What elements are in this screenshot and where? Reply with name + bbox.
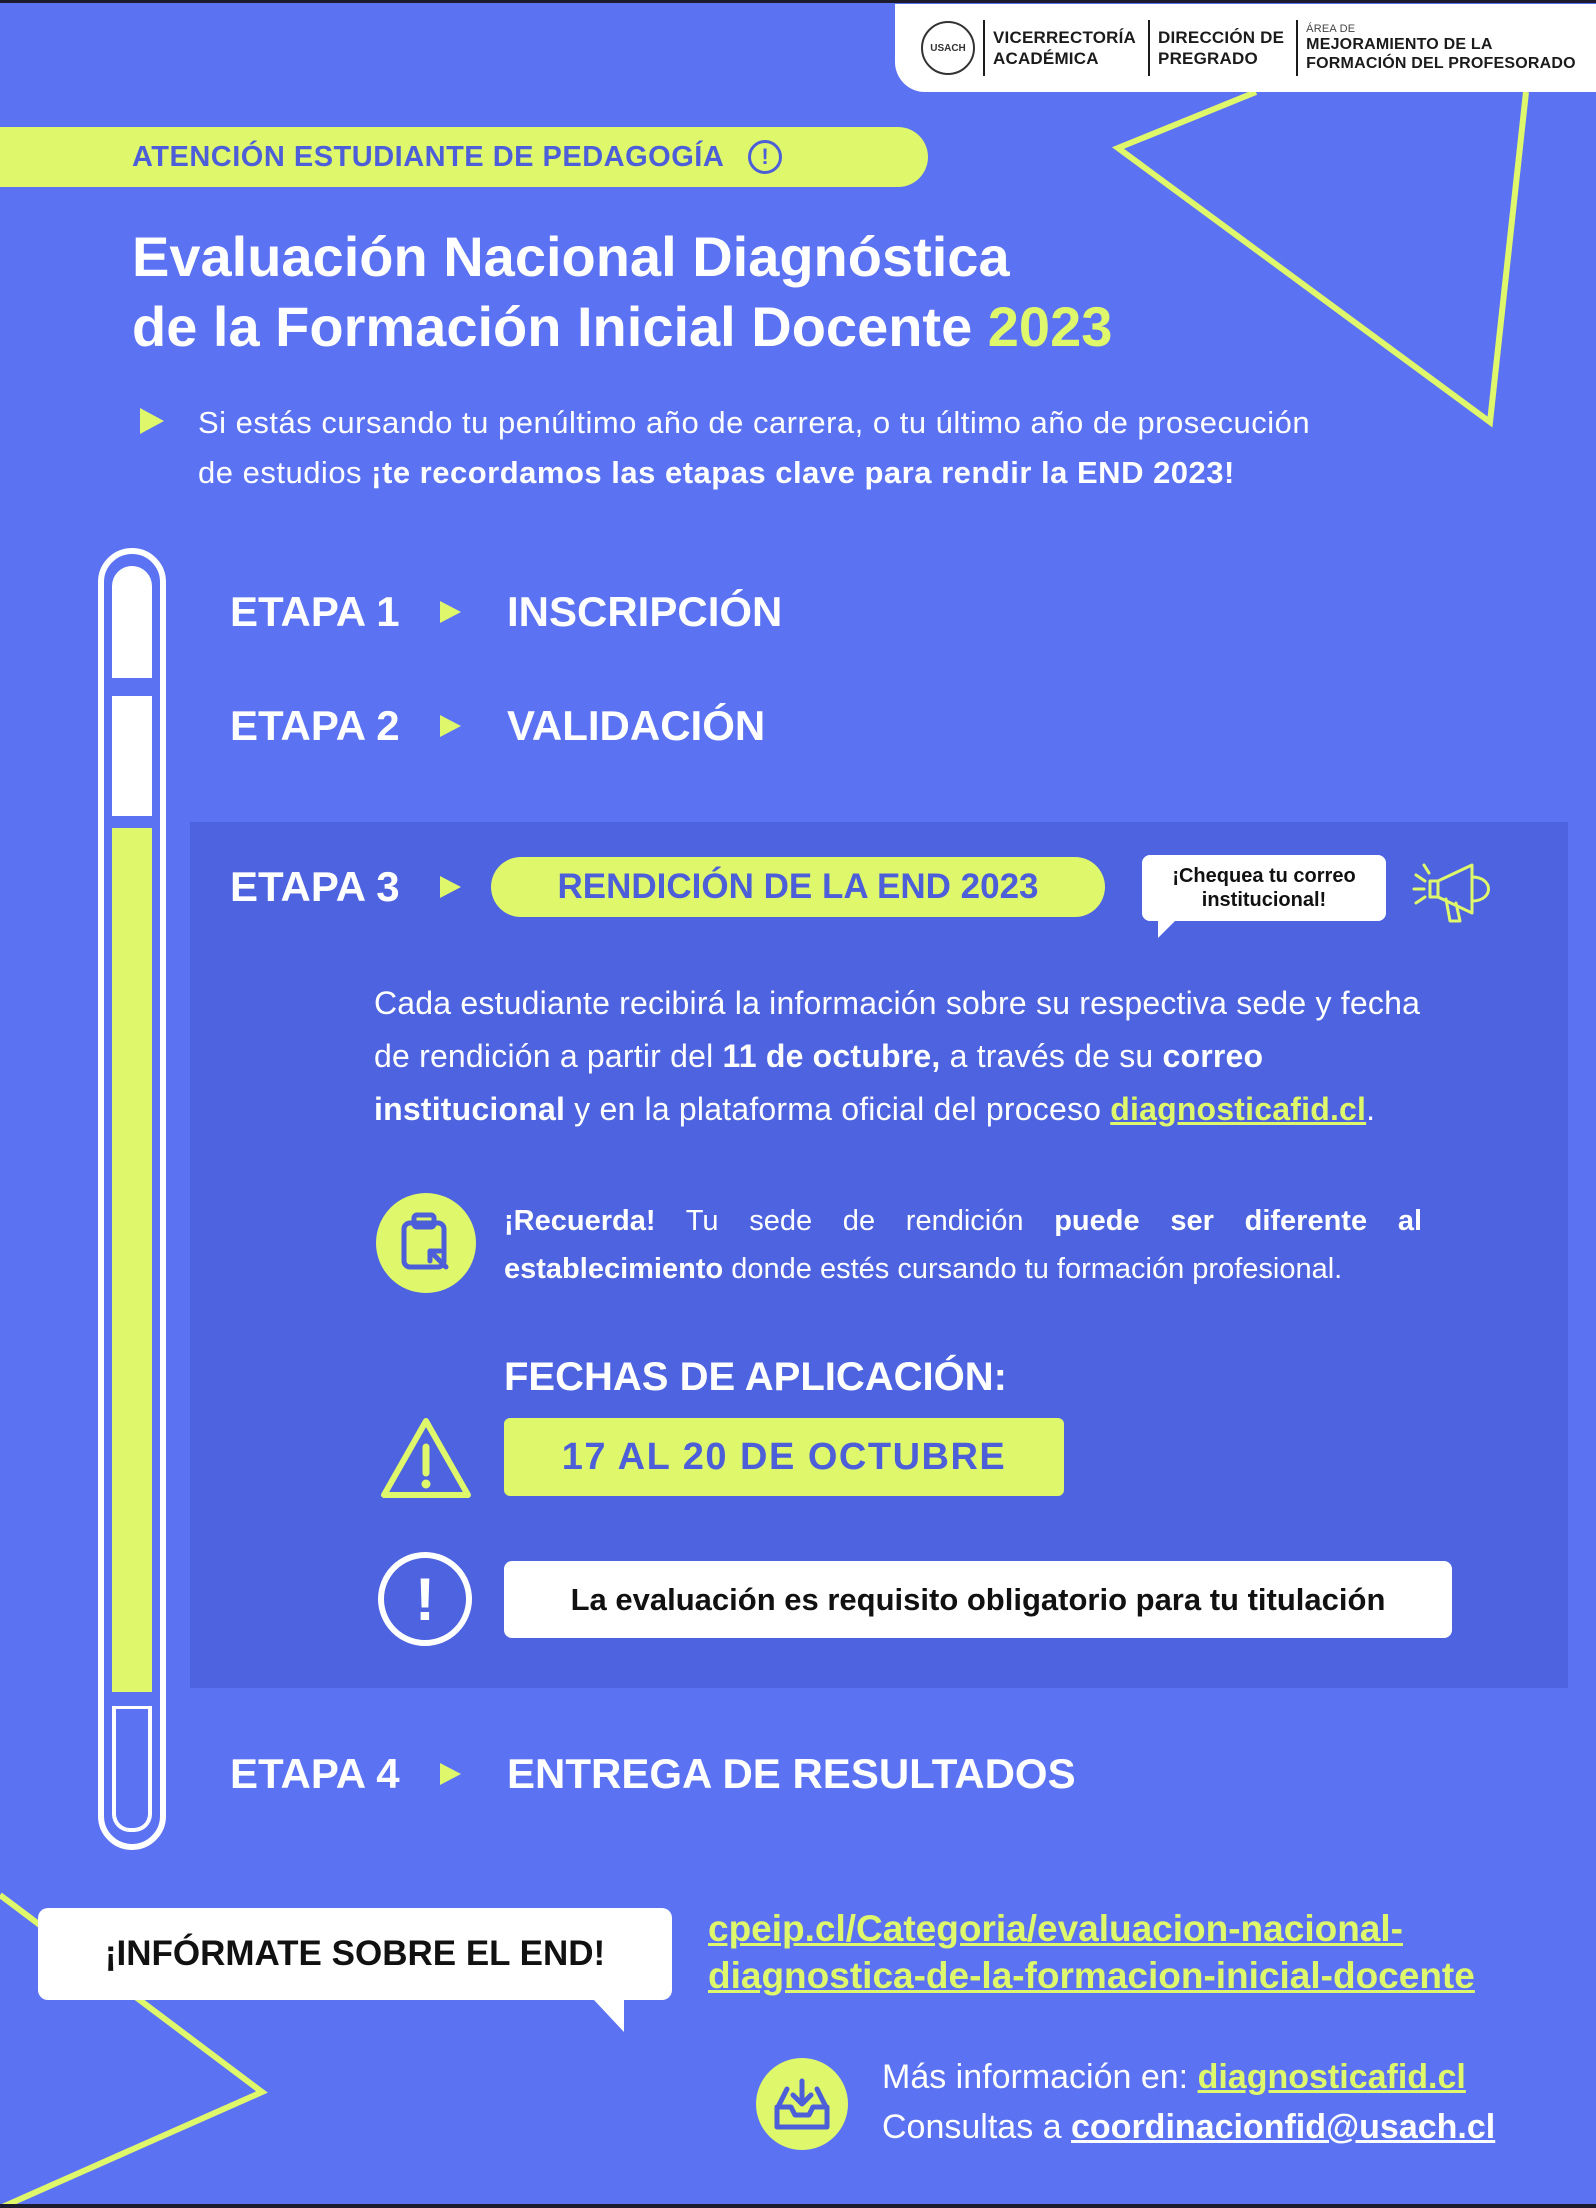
stage-number: ETAPA 2 <box>230 702 400 749</box>
attention-banner <box>0 127 928 187</box>
stage-number: ETAPA 4 <box>230 1750 400 1797</box>
progress-segment-2 <box>112 696 152 816</box>
logo-line: PREGRADO <box>1158 49 1258 68</box>
para-text: Cada estudiante recibirá la información sobre su respectiva sede y fecha de rendición a partir del <box>374 985 1421 1074</box>
stage-row-3 <box>230 857 1105 917</box>
progress-segment-3-active <box>112 828 152 1692</box>
play-triangle-icon <box>440 876 461 898</box>
stage-3-description <box>374 977 1454 1136</box>
stage-row-4 <box>230 1750 1076 1798</box>
reminder-bold: ¡Recuerda! <box>504 1205 656 1237</box>
logo-line: DIRECCIÓN DE <box>1158 28 1285 47</box>
play-triangle-icon <box>440 1763 461 1785</box>
bottom-border <box>0 2204 1596 2208</box>
reminder-text <box>504 1197 1422 1293</box>
clipboard-icon <box>376 1193 476 1293</box>
para-text: . <box>1366 1091 1376 1127</box>
application-dates-box: 17 AL 20 DE OCTUBRE <box>504 1418 1064 1496</box>
cpeip-link-block <box>708 1905 1568 1999</box>
intro-bold: ¡te recordamos las etapas clave para rendir la END 2023! <box>371 455 1235 490</box>
seal-text: USACH <box>930 42 966 54</box>
mejoramiento-logo-text <box>1306 23 1576 73</box>
diagnosticafid-link[interactable]: diagnosticafid.cl <box>1110 1091 1367 1127</box>
title-year: 2023 <box>987 295 1113 358</box>
logo-line: VICERRECTORÍA <box>993 28 1137 47</box>
more-info-label: Más información en: <box>882 2058 1198 2096</box>
page-title <box>132 222 1282 362</box>
stage-number: ETAPA 3 <box>230 863 400 910</box>
top-border <box>0 0 1596 3</box>
contact-info <box>882 2052 1495 2152</box>
vicerrectoria-logo-text <box>993 27 1136 69</box>
logo-small-line: ÁREA DE <box>1306 23 1356 35</box>
attention-label: ATENCIÓN ESTUDIANTE DE PEDAGOGÍA <box>132 140 725 173</box>
stage-row-2 <box>230 702 765 750</box>
progress-segment-4 <box>112 1706 152 1832</box>
play-triangle-icon <box>440 601 461 623</box>
mandatory-notice: La evaluación es requisito obligatorio para tu titulación <box>504 1561 1452 1638</box>
megaphone-icon <box>1410 855 1506 927</box>
more-info-link[interactable]: diagnosticafid.cl <box>1197 2058 1466 2096</box>
stage-progress-thermometer <box>98 548 166 1850</box>
stage-name: INSCRIPCIÓN <box>507 588 783 635</box>
intro-text <box>140 398 1340 498</box>
logo-divider <box>1296 20 1298 76</box>
para-bold-email: correo institucional <box>374 1038 1264 1127</box>
cpeip-link-line-2: diagnostica-de-la-formacion-inicial-docente <box>708 1955 1475 1996</box>
para-bold-date: 11 de octubre, <box>722 1038 941 1074</box>
stage-3-pill: RENDICIÓN DE LA END 2023 <box>491 857 1105 917</box>
play-triangle-icon <box>440 715 461 737</box>
title-line-1: Evaluación Nacional Diagnóstica <box>132 225 1010 288</box>
logo-line: MEJORAMIENTO DE LA <box>1306 36 1493 53</box>
stage-number: ETAPA 1 <box>230 588 400 635</box>
play-triangle-icon <box>140 408 164 434</box>
cpeip-link-line-1: cpeip.cl/Categoria/evaluacion-nacional- <box>708 1908 1403 1949</box>
exclamation-circle-icon: ! <box>378 1552 472 1646</box>
title-line-2: de la Formación Inicial Docente <box>132 295 973 358</box>
contact-label: Consultas a <box>882 2108 1071 2146</box>
progress-segment-1 <box>112 566 152 678</box>
reminder-text-part: Tu sede de rendición <box>655 1205 1055 1237</box>
logo-line: ACADÉMICA <box>993 49 1099 68</box>
logo-divider <box>1148 20 1150 76</box>
usach-seal-logo <box>921 21 975 75</box>
informate-bubble: ¡INFÓRMATE SOBRE EL END! <box>38 1908 672 2000</box>
para-text: a través de su <box>940 1038 1163 1074</box>
application-dates-title: FECHAS DE APLICACIÓN: <box>504 1355 1007 1399</box>
warning-triangle-icon <box>378 1413 474 1503</box>
bubble-line: ¡Chequea tu correo <box>1172 865 1356 887</box>
direccion-logo-text <box>1158 27 1284 69</box>
contact-email-link[interactable]: coordinacionfid@usach.cl <box>1071 2108 1496 2146</box>
stage-row-1 <box>230 588 782 636</box>
inbox-download-icon <box>756 2058 848 2150</box>
reminder-text-part: donde estés cursando tu formación profesional. <box>723 1253 1343 1285</box>
check-email-bubble <box>1142 855 1386 921</box>
exclamation-circle-icon: ! <box>748 140 782 174</box>
para-text: y en la plataforma oficial del proceso <box>565 1091 1111 1127</box>
reminder-bold: puede ser diferente al establecimiento <box>504 1205 1422 1285</box>
stage-name: ENTREGA DE RESULTADOS <box>507 1750 1076 1797</box>
stage-name: VALIDACIÓN <box>507 702 766 749</box>
intro-regular: Si estás cursando tu penúltimo año de carrera, o tu último año de prosecución de estudios <box>198 405 1311 490</box>
bubble-line: institucional! <box>1201 889 1327 911</box>
logo-divider <box>983 20 985 76</box>
institution-logo-bar <box>895 4 1596 92</box>
logo-line: FORMACIÓN DEL PROFESORADO <box>1306 55 1576 72</box>
cpeip-link[interactable] <box>708 1908 1475 1996</box>
